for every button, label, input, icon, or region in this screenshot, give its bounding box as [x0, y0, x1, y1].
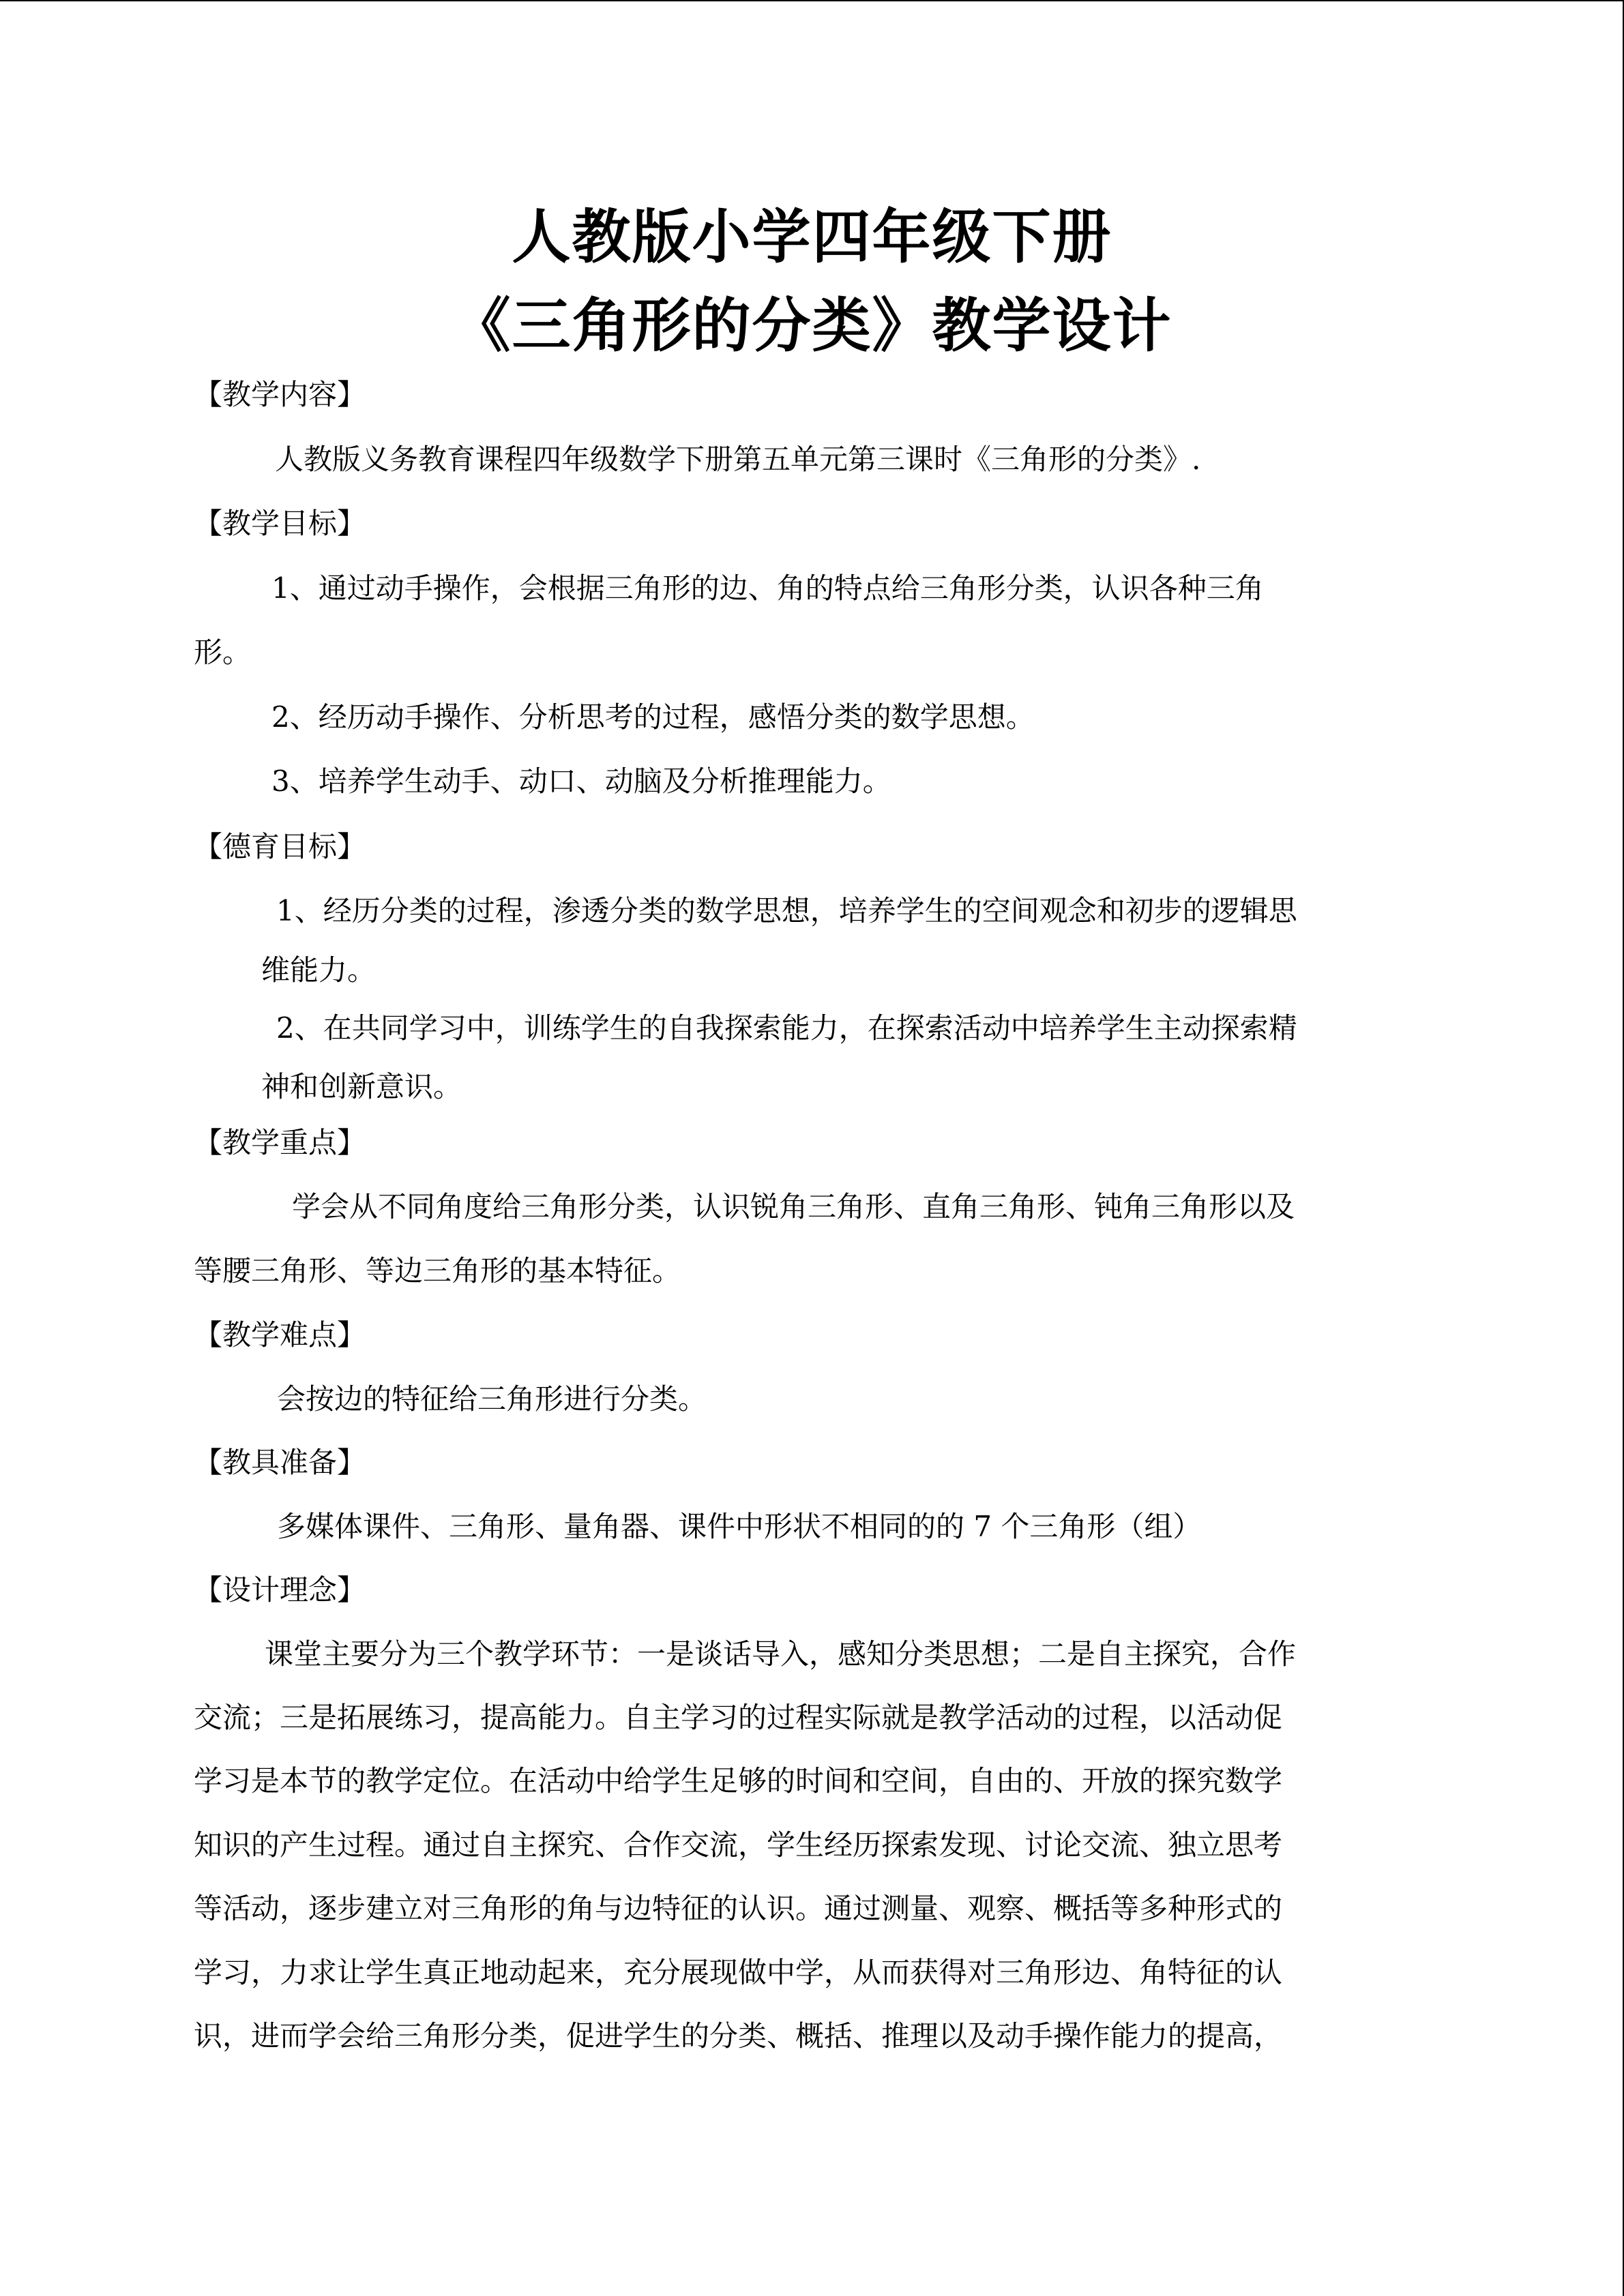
paragraph-line: 识，进而学会给三角形分类，促进学生的分类、概括、推理以及动手操作能力的提高， [194, 2019, 1283, 2053]
paragraph-line: 人教版义务教育课程四年级数学下册第五单元第三课时《三角形的分类》. [275, 443, 1201, 476]
paragraph-line: 等活动，逐步建立对三角形的角与边特征的认识。通过测量、观察、概括等多种形式的 [194, 1892, 1283, 1925]
paragraph-line: 等腰三角形、等边三角形的基本特征。 [194, 1254, 681, 1287]
paragraph-line: 3、培养学生动手、动口、动脑及分析推理能力。 [271, 764, 891, 798]
paragraph-line: 1、通过动手操作，会根据三角形的边、角的特点给三角形分类，认识各种三角 [271, 571, 1264, 605]
doc-title-line1: 人教版小学四年级下册 [512, 203, 1112, 271]
section-heading-materials: 【教具准备】 [194, 1446, 366, 1479]
section-heading-design-concept: 【设计理念】 [194, 1573, 366, 1607]
paragraph-line: 多媒体课件、三角形、量角器、课件中形状不相同的的 7 个三角形（组） [277, 1510, 1202, 1543]
paragraph-line: 学习，力求让学生真正地动起来，充分展现做中学，从而获得对三角形边、角特征的认 [194, 1956, 1283, 1989]
paragraph-line: 维能力。 [261, 953, 377, 987]
paragraph-line: 学会从不同角度给三角形分类，认识锐角三角形、直角三角形、钝角三角形以及 [292, 1190, 1295, 1223]
section-heading-content: 【教学内容】 [194, 378, 366, 411]
paragraph-line: 2、在共同学习中，训练学生的自我探索能力，在探索活动中培养学生主动探索精 [276, 1011, 1297, 1045]
paragraph-line: 交流；三是拓展练习，提高能力。自主学习的过程实际就是教学活动的过程，以活动促 [194, 1701, 1283, 1734]
section-heading-key-points: 【教学重点】 [194, 1126, 366, 1159]
paragraph-line: 2、经历动手操作、分析思考的过程，感悟分类的数学思想。 [271, 700, 1035, 734]
section-heading-difficulties: 【教学难点】 [194, 1318, 366, 1352]
paragraph-line: 课堂主要分为三个教学环节：一是谈话导入，感知分类思想；二是自主探究，合作 [265, 1637, 1297, 1671]
paragraph-line: 神和创新意识。 [261, 1070, 462, 1103]
paragraph-line: 知识的产生过程。通过自主探究、合作交流，学生经历探索发现、讨论交流、独立思考 [194, 1828, 1283, 1862]
section-heading-moral: 【德育目标】 [194, 830, 366, 863]
doc-title-line2: 《三角形的分类》教学设计 [452, 292, 1172, 360]
paragraph-line: 形。 [194, 636, 252, 669]
paragraph-line: 学习是本节的教学定位。在活动中给学生足够的时间和空间，自由的、开放的探究数学 [194, 1764, 1283, 1798]
paragraph-line: 1、经历分类的过程，渗透分类的数学思想，培养学生的空间观念和初步的逻辑思 [276, 894, 1297, 927]
paragraph-line: 会按边的特征给三角形进行分类。 [277, 1382, 707, 1416]
section-heading-objectives: 【教学目标】 [194, 507, 366, 540]
